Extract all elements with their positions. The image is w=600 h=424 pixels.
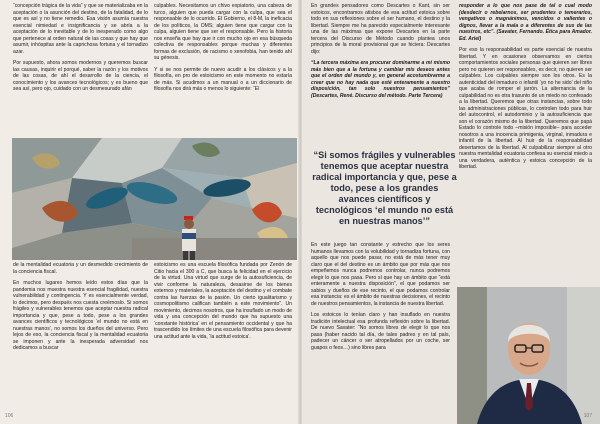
quote-paragraph: “La tercera máxima era procurar dominarme a mí mismo más bien que a la fortuna y cambiar mis deseos antes que el orden del mundo y, en general acostumbrarme a creer que no hay nada que esté enteramente a nuestro disposición, tan solo nuestros pensamientos” (Descartes, René. Discurso del método. Parte Tercera): [311, 60, 450, 99]
left-col1-top: [13, 3, 148, 135]
page-number-left: 106: [5, 413, 14, 419]
mural-photo: [12, 138, 297, 260]
left-col2-top: [154, 3, 292, 135]
paragraph: estoicismo es una escuela filosófica fundada por Zenón de Citio hacia el 300 a C, que busca la felicidad en el ejercicio de la virtud. Una virtud que surge de la autosuficiencia, de vivir conforme la naturaleza, desasirse de los bienes externos y materiales, la aceptación del destino y el combate contra las fuerzas de la pasión. Un cierto igualitarismo y cosmopolitismo califican también a este movimiento”. Un movimiento, decimos nosotros, que ha insuflado un modo de vida y una concepción del mundo que ha supuesto una ‘constante histórica’ en el pensamiento occidental y que ha trascendido los límites de una escuela filosófica para devenir una actitud ante la vida, ‘la actitud estoica’.: [154, 262, 292, 340]
left-col2-bottom: [154, 262, 292, 415]
page-number-right: 107: [583, 413, 592, 419]
paragraph: En grandes pensadores como Descartes o Kant, sin ser estoicos, encontramos atisbos de esa actitud estoica sobre todo en sus reflexiones sobre el ser humano, el destino y la libertad. Siempre me ha parecido especialmente interesante una de las máximas que expone Descartes en la parte tercera del Discurso de Método cuando plantea unos principios de la moral provisional que se hiciera: Descartes dijo:: [311, 3, 450, 55]
pull-quote: “Si somos frágiles y vulnerables tenemos que aceptar nuestra radical importancia y que, pese a todo, pese a los grandes avances científicos y tecnológicos ‘el mundo no está en nuestras manos’”: [312, 150, 457, 226]
right-col1-bottom: [311, 242, 450, 417]
quote-paragraph: responder a lo que nos pase de tal o cual modo (desdecir o rebelarnos, ser prudentes o temerarios, vengativos o magnánimos, vencidos o valientes o dignos, llevar a la mala o a diferentes de sus de las nuestros, etc”. (Savater, Fernando. Ética para Amador. Ed. Ariel): [459, 3, 592, 42]
right-col1-top: [311, 3, 450, 139]
paragraph: En muchos lugares hemos leído estos días que la pandemia nos muestra nuestra esencial fragilidad, nuestra vulnerabilidad y contingencia. Y es esencialmente verdad, lo decimos, pero después nos cuesta creérnoslo. Si somos frágiles y vulnerables tenemos que aceptar nuestra radical importancia y que, pese a todo, pese a los grandes avances científicos y tecnológicos ‘el mundo no está en nuestras manos’, no somos los dueños del universo. Pero lejos de eso, la conciencia fiscal y la mentalidad ecuatoria se imponen y ante la inesperada adversidad nos dedicamos a buscar: [13, 280, 148, 351]
author-portrait-photo: [457, 287, 600, 424]
right-col2: [459, 3, 592, 249]
paragraph: Y si se nos permite de nuevo acudir a los clásicos y a la filosofía, en pro de estoicismo en este momento no estaría de más. Si acudimos a un manual o a un diccionario de filosofía nos dirá más o menos lo siguiente: “El: [154, 66, 292, 92]
paragraph: Por eso la responsabilidad es parte esencial de nuestra libertad. Y en ocasiones observamos en ciertos comportamientos sociales personas que quieren ser libres pero no quieren ser responsables, es decir, no quieren ser culpables. Los culpables siempre son los otros. Es la autenticidad del inmaduro o infantil ‘yo no he sido’ del niño que acaba de romper el jarrón. La alternancia de la culpabilidad no es otra trasunto de un miedo no confesado a la libertad. Queremos que otras instancias, sobre todo las administraciones públicas, lo controlen todo para huir del autocontrol, el autodominio y la autosuficiencia que son el corazón mismo de la libertad. Queremos que papá Estado lo controle todo –misión imposible– para acceder nosotros a una inocencia primigenia, virginal, inmadura e infantil de la libertad. Al huir de la responsabilidad desertamos de la libertad. Al culpabilizar siempre al otro nuestra mentalidad ecuatoria confiesa su esencial miedo a una verdadera, auténtica y estoica concepción de la libertad.: [459, 47, 592, 170]
paragraph: Por supuesto, ahora somos modernos y queremos buscar las causas, inquirir el porqué, saber la razón y los motivos de las cosas, de ahí el desarrollo de la ciencia, el conocimiento y los avances tecnológicos; y es bueno que sea así, pero ojo, cuidado con un desmesurado afán: [13, 60, 148, 92]
paragraph: “concepción trágica de la vida” y que se materializaba en la aceptación o la asunción del destino, de la fatalidad, de lo que es así y no tiene remedio. Esa visión asumía nuestra esencial nimiedad e insignificancia y se abría a la aceptación de lo inevitable y de lo inesperado como algo que pertenece al orden natural de las cosas y que hay que asumir, inhóspitas ante la caprichosa fortuna y el tornadizo azar.: [13, 3, 148, 55]
left-col1-bottom: [13, 262, 148, 415]
page-gutter: [298, 0, 302, 424]
paragraph: de la mentalidad ecuatoria y un desmedido crecimiento de la conciencia fiscal.: [13, 262, 148, 275]
paragraph: En este juego tan constante y estrecho que los seres humanos llevamos con la volubilidad y tornadiza fortuna, con aquello que nos puede pasar, no está de más tener muy claro que el del destino es un ámbito que por más que nos empeñemos nunca podremos controlar, nunca podremos elegir lo que nos pasa. Pero sí que hay un ámbito que “está enteramente a nuestra disposición”, el que podamos ser sabios y dueños de ese recinto, el que podamos controlar esa instancia: es el ámbito de nuestras decisiones, el recinto de nuestros pensamientos, la instancia de nuestra libertad.: [311, 242, 450, 307]
paragraph: culpables. Necesitamos un chivo expiatorio, una cabeza de turco, alguien que pueda cargar con la culpa, que sea el responsable de lo ocurrido. El Gobierno, el 8-M, la ineficacia de los políticos, la OMS; alguien tiene que cargar con la culpa, alguien tiene que ser el responsable. Pero la historia nos enseña que hay que ir con mucho ojo en esa búsqueda colectiva de responsables porque muchas y diferentes formas de exclusión, de racismo o xenofobia, han tenido ahí su génesis.: [154, 3, 292, 61]
mural-illustration: [12, 138, 297, 260]
portrait-illustration: [457, 287, 600, 424]
quote-paragraph: Los estoicos lo tenían claro y han insuflado en nuestra tradición intelectual esa profunda reflexión sobre la libertad. De nuevo Savater: “No somos libres de elegir lo que nos pasa (haber nacido tal día, de tales padres y en tal país, padecer un cáncer o ser atropellados por un coche, ser guapos o feos…) sino libres para: [311, 312, 450, 351]
